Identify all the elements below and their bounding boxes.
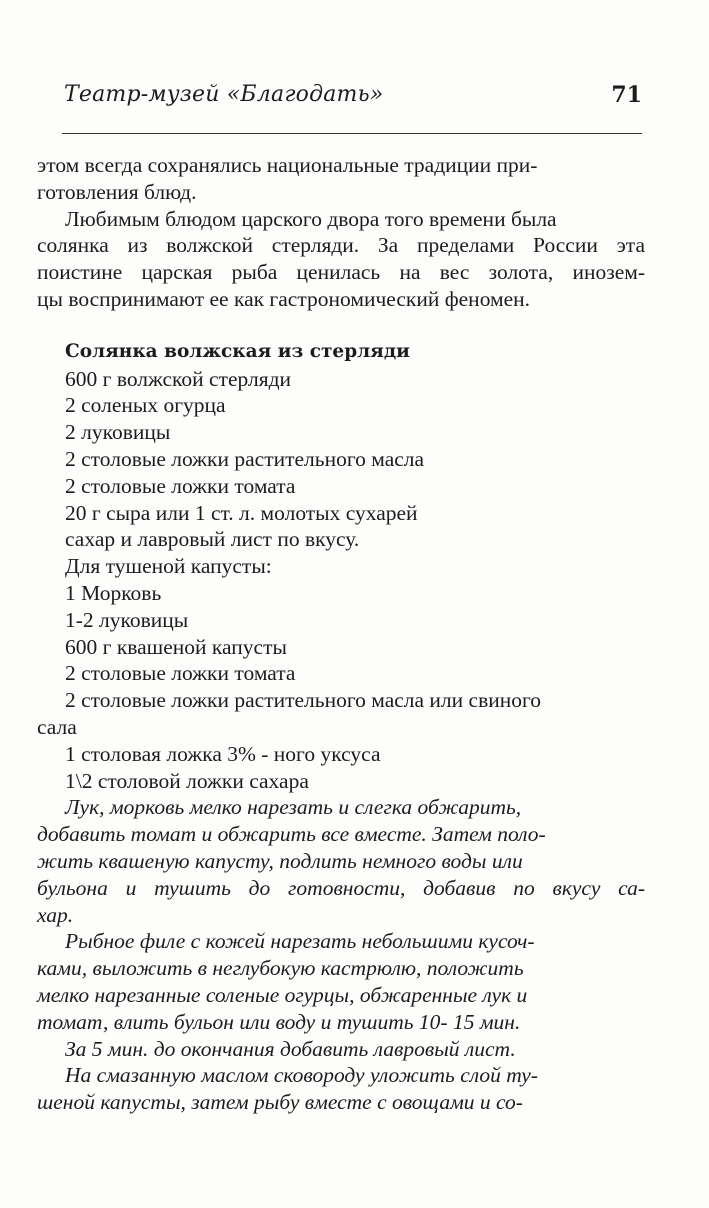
method-line: хар. — [37, 902, 74, 927]
page-number: 71 — [611, 82, 642, 108]
intro-line: Любимым блюдом царского двора того времени была — [65, 206, 557, 231]
method-line: мелко нарезанные соленые огурцы, обжаренные лук и — [37, 982, 528, 1007]
intro-line: этом всегда сохранялись национальные традиции при- — [37, 153, 538, 177]
intro-line: поистине царская рыба ценилась на вес золота, инозем- — [37, 260, 646, 285]
ingredient-line: 2 соленых огурца — [65, 393, 226, 418]
ingredient-line: 1 Морковь — [65, 580, 162, 605]
running-title: Театр-музей «Благодать» — [64, 82, 384, 107]
ingredient-line: 600 г квашеной капусты — [65, 634, 287, 659]
intro-line: солянка из волжской стерляди. За пределами России эта — [37, 233, 646, 258]
ingredient-line-continued: сала — [37, 714, 77, 739]
method-line: За 5 мин. до окончания добавить лавровый лист. — [65, 1036, 516, 1061]
method-line: Лук, морковь мелко нарезать и слегка обжарить, — [65, 795, 522, 820]
method-line: Рыбное филе с кожей нарезать небольшими кусоч- — [65, 929, 535, 954]
method-line: бульона и тушить до готовности, добавив по вкусу са- — [37, 875, 646, 900]
intro-line: цы воспринимают ее как гастрономический феномен. — [37, 286, 531, 311]
ingredient-line: 20 г сыра или 1 ст. л. молотых сухарей — [65, 500, 418, 525]
method-line: ками, выложить в неглубокую кастрюлю, положить — [37, 956, 524, 981]
paragraph-gap — [37, 313, 645, 339]
ingredient-line: 2 столовые ложки растительного масла или свиного — [65, 688, 542, 713]
header-rule — [62, 133, 642, 134]
ingredient-line: 1\2 столовой ложки сахара — [65, 768, 309, 793]
method-line: томат, влить бульон или воду и тушить 10- 15 мин. — [37, 1009, 521, 1034]
ingredient-line: 2 луковицы — [65, 420, 171, 445]
method-line: жить квашеную капусту, подлить немного воды или — [37, 848, 523, 873]
ingredient-line: 2 столовые ложки томата — [65, 473, 296, 498]
cabbage-heading: Для тушеной капусты: — [65, 554, 272, 579]
page-body — [37, 152, 645, 1116]
method-line: На смазанную маслом сковороду уложить слой ту- — [65, 1063, 538, 1088]
method-line: добавить томат и обжарить все вместе. Затем поло- — [37, 822, 546, 847]
ingredient-line: 1-2 луковицы — [65, 607, 189, 632]
ingredient-line: 600 г волжской стерляди — [65, 366, 292, 391]
ingredient-line: сахар и лавровый лист по вкусу. — [65, 527, 360, 552]
page-header — [64, 82, 642, 112]
ingredient-line: 2 столовые ложки растительного масла — [65, 446, 425, 471]
intro-line: готовления блюд. — [37, 179, 197, 204]
ingredient-line: 2 столовые ложки томата — [65, 661, 296, 686]
method-line: шеной капусты, затем рыбу вместе с овощами и со- — [37, 1090, 523, 1115]
recipe-title: Солянка волжская из стерляди — [65, 340, 410, 362]
ingredient-line: 1 столовая ложка 3% - ного уксуса — [65, 741, 381, 766]
